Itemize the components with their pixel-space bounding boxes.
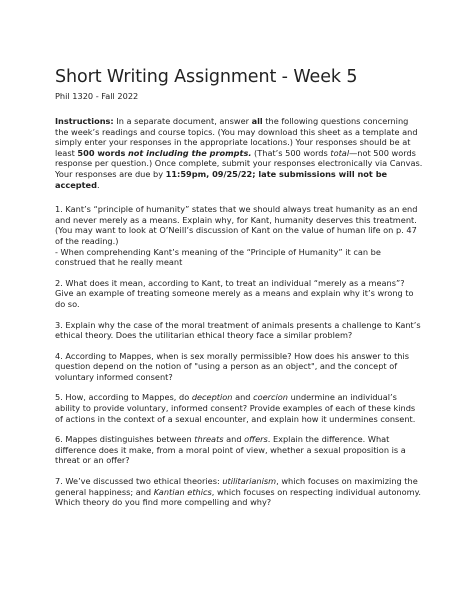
question-1-response: - When comprehending Kant’s meaning of the “Principle of Humanity” it can be construed that he really meant [55, 246, 381, 268]
instructions-text: (That’s 500 words [251, 147, 331, 158]
question-5-term-coercion: coercion [253, 392, 288, 403]
course-info: Phil 1320 - Fall 2022 [55, 91, 139, 101]
question-5-text: 5. How, according to Mappes, do [55, 392, 192, 403]
question-6-text: 6. Mappes distinguishes between [55, 434, 195, 445]
question-7-term-utilitarianism: utilitarianism [222, 476, 277, 487]
instructions-not-including: not including the prompts. [127, 147, 252, 158]
instructions-word-count: 500 words [77, 147, 126, 158]
question-5-term-deception: deception [191, 392, 233, 403]
question-2: 2. What does it mean, according to Kant, to treat an individual “merely as a means”? Give an example of treating someone merely as a means and explain why it’s wrong to do so. [55, 277, 414, 309]
question-1 [55, 204, 424, 268]
instructions-text: In a separate document, answer [113, 116, 252, 126]
question-6 [55, 434, 424, 466]
question-4: 4. According to Mappes, when is sex morally permissible? How does his answer to this question depend on the notion of "using a person as an object", and the concept of voluntary informed consent? [55, 350, 410, 382]
question-7 [55, 476, 424, 508]
question-6-text: . Explain the difference. What difference does it make, from a moral point of view, whether a sexual proposition is a threat or an offer? [55, 434, 406, 466]
question-6-text: and [223, 434, 245, 445]
instructions-text: . [96, 179, 100, 190]
document-title: Short Writing Assignment - Week 5 [55, 67, 358, 87]
question-1-text: 1. Kant’s “principle of humanity” states that we should always treat humanity as an end and never merely as a means. Explain why, for Kant, humanity deserves this treatment. (You may want to look at O’Neill’s discussion of Kant on the value of human life on p. 47 of the reading.) [55, 204, 418, 246]
question-7-text: , which focuses on respecting individual autonomy. Which theory do you find more compelling and why? [55, 486, 421, 508]
question-6-term-threats: threats [194, 434, 224, 445]
instructions-text: —not 500 words response per question.) Once complete, submit your responses electronically via Canvas. Your responses are due by [55, 147, 423, 179]
question-6-term-offers: offers [244, 434, 268, 445]
question-3: 3. Explain why the case of the moral treatment of animals presents a challenge to Kant’s ethical theory. Does the utilitarian ethical theory face a similar problem? [55, 319, 421, 341]
question-5-text: and [232, 392, 254, 403]
instructions-text: the following questions concerning the week’s readings and course topics. (You may download this sheet as a template and simply enter your responses in the appropriate locations.) Your responses should be at least [55, 116, 418, 158]
instructions-emphasis-total: total [330, 147, 350, 158]
question-7-text: 7. We’ve discussed two ethical theories: [55, 476, 223, 487]
question-5-text: undermine an individual’s ability to provide voluntary, informed consent? Provide examples of each of these kinds of actions in the context of a sexual encounter, and explain how it undermines consent. [55, 392, 416, 424]
instructions-label: Instructions: [55, 116, 114, 126]
instructions-emphasis-all: all [251, 116, 263, 126]
instructions-due-date: 11:59pm, 09/25/22; late submissions will not be accepted [55, 168, 388, 190]
question-7-term-kantian-ethics: Kantian ethics [153, 486, 212, 497]
question-7-text: , which focuses on maximizing the general happiness; and [55, 476, 418, 497]
question-5 [55, 392, 424, 424]
instructions-paragraph [55, 116, 424, 190]
